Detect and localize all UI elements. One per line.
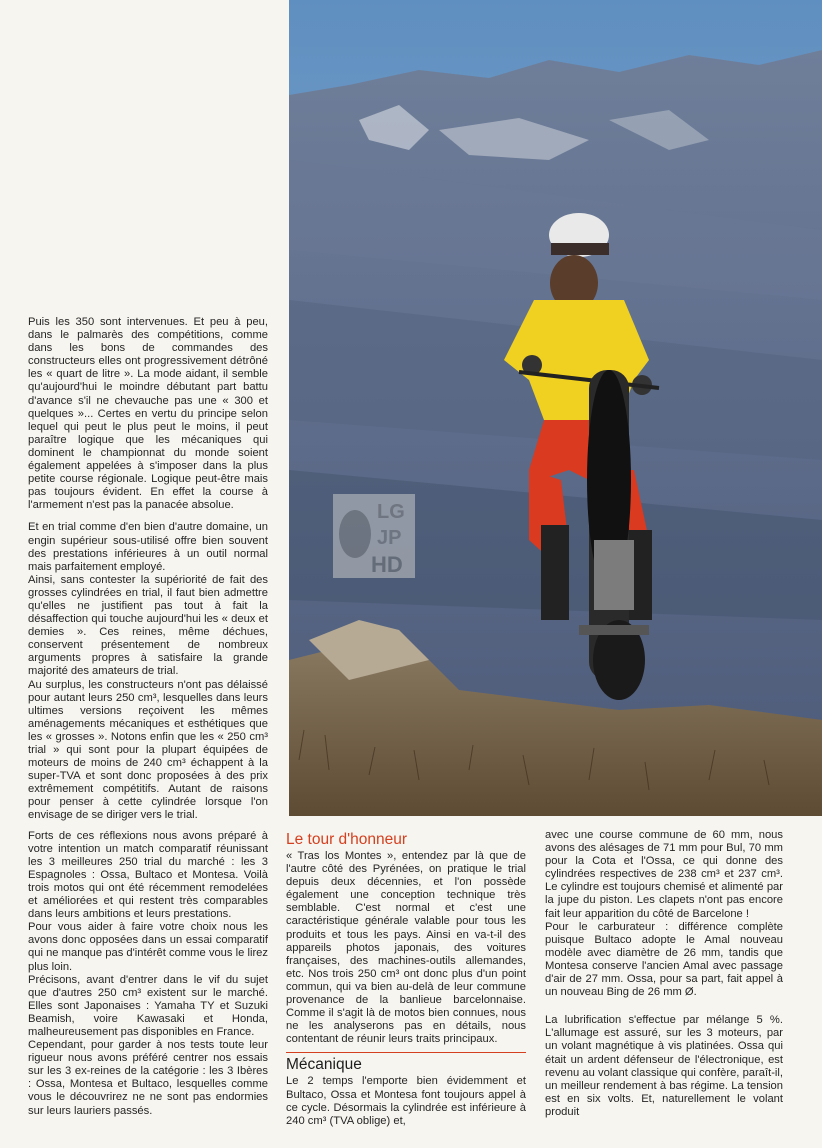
watermark-line: HD [371,552,403,577]
watermark-logo [333,494,415,578]
section-heading: Le tour d'honneur [286,831,408,848]
paragraph: Pour vous aider à faire votre choix nous les avons donc opposées dans un essai comparatif qui ne manque pas d'intérêt comme vous le lirez plus loin. [28,921,268,973]
paragraph: Ainsi, sans contester la supériorité de fait des grosses cylindrées en trial, il faut bien admettre qu'elles ne justifient pas tout à fait la désaffection qui touche aujourd'hui les « deux et demies ». Ces reines, même déchues, conservent présentement de nombreux arguments propres à satisfaire la grande majorité des amateurs de trial. [28,573,268,678]
watermark-line: JP [377,527,402,549]
middle-text-column [286,831,526,1137]
paragraph: Pour le carburateur : différence complète puisque Bultaco adopte le Amal nouveau modèle avec diamètre de 26 mm, tandis que Montesa conserve l'ancien Amal avec passage d'air de 27 mm. Ossa, pour sa part, fait appel à un nouveau Bing de 26 mm Ø. [545,920,783,999]
photo-illustration [289,0,822,816]
paragraph: Le 2 temps l'emporte bien évidemment et Bultaco, Ossa et Montesa font toujours appel à ce cycle. Désormais la cylindrée est inférieure à 240 cm³ (TVA oblige) et, [286,1075,526,1127]
paragraph: Forts de ces réflexions nous avons préparé à votre intention un match comparatif réunissant les 3 meilleures 250 trial du marché : les 3 Espagnoles : Ossa, Bultaco et Montesa. Voilà trois motos qui ont été récemment remodelées et améliorées et qui restent très comparables dans leurs ambitions et leurs prestations. [28,829,268,921]
paragraph: Puis les 350 sont intervenues. Et peu à peu, dans le palmarès des compétitions, comme dans les bons de commandes des constructeurs elles ont progressivement détrôné les « quart de litre ». La mode aidant, il semble qu'aujourd'hui le moindre débutant part battu d'avance s'il ne chevauche pas une « 300 et quelques »... Certes en vertu du principe selon lequel qui peut le plus peut le moins, il peut paraître logique que les mécaniques qui dominent le championnat du monde soient également appelées à s'imposer dans la plus petite course régionale. Logique peut-être mais pas toujours évident. En effet la course à l'armement n'est pas la panacée absolue. [28,316,268,512]
paragraph: « Tras los Montes », entendez par là que de l'autre côté des Pyrénées, on pratique le trial depuis deux décennies, et l'on possède également une conception technique très semblable. C'est normal et c'est une caractéristique générale valable pour tous les produits et tous les pays. Ainsi en va-t-il des appareils photos japonais, des voitures françaises, des machines-outils allemandes, etc. Nos trois 250 cm³ ont donc plus d'un point commun, qui va bien au-delà de leur commune provenance de la banlieue barcelonnaise. Comme il s'agit là de motos bien connues, nous ne les analyserons pas en détails, nous contentant de réunir leurs traits principaux. [286,850,526,1046]
trial-rider-photo [289,0,822,816]
left-text-column [28,316,268,1127]
paragraph: Précisons, avant d'entrer dans le vif du sujet que d'autres 250 cm³ existent sur le marché. Elles sont Japonaises : Yamaha TY et Suzuki Beamish, voire Kawasaki et Honda, malheureusement pas disponibles en France. [28,973,268,1038]
paragraph: avec une course commune de 60 mm, nous avons des alésages de 71 mm pour Bul, 70 mm pour la Cota et l'Ossa, ce qui donne des cylindrées respectives de 238 cm³ et 237 cm³. Le cylindre est toujours chemisé et alimenté par la jupe du piston. Les clapets n'ont pas encore fait leur apparition du côté de Barcelone ! [545,829,783,920]
section-heading: Mécanique [286,1052,526,1073]
paragraph: Au surplus, les constructeurs n'ont pas délaissé pour autant leurs 250 cm³, lesquelles dans leurs ultimes versions reçoivent les mêmes aménagements mécaniques et esthétiques que les « grosses ». Notons enfin que les « 250 cm³ trial » qui sont pour la plupart équipées de moteurs de moins de 240 cm³ échappent à la super-TVA et sont donc proposées à des prix extrêmement compétitifs. Autant de raisons pour penser à cette cylindrée lorsque l'on envisage de se diriger vers le trial. [28,678,268,822]
right-text-column [545,829,783,1128]
paragraph: La lubrification s'effectue par mélange 5 %. L'allumage est assuré, sur les 3 moteurs, par un volant magnétique à vis platinées. Ossa qui était un ardent défenseur de l'électronique, est revenu au volant classique qui confère, paraît-il, un meilleur rendement à bas régime. La tension est en six volts. Et, naturellement le volant produit [545,1014,783,1118]
paragraph: Et en trial comme d'en bien d'autre domaine, un engin supérieur sous-utilisé offre bien souvent des prestations inférieures à un outil normal mais parfaitement employé. [28,521,268,573]
watermark-line: LG [377,501,405,523]
paragraph: Cependant, pour garder à nos tests toute leur rigueur nous avons préféré centrer nos essais sur les 3 ex-reines de la catégorie : les 3 Ibères : Ossa, Montesa et Bultaco, lesquelles comme vous le découvrirez ne ne sont pas endormies sur leurs lauriers passés. [28,1039,268,1117]
watermark-graphic [333,494,415,578]
